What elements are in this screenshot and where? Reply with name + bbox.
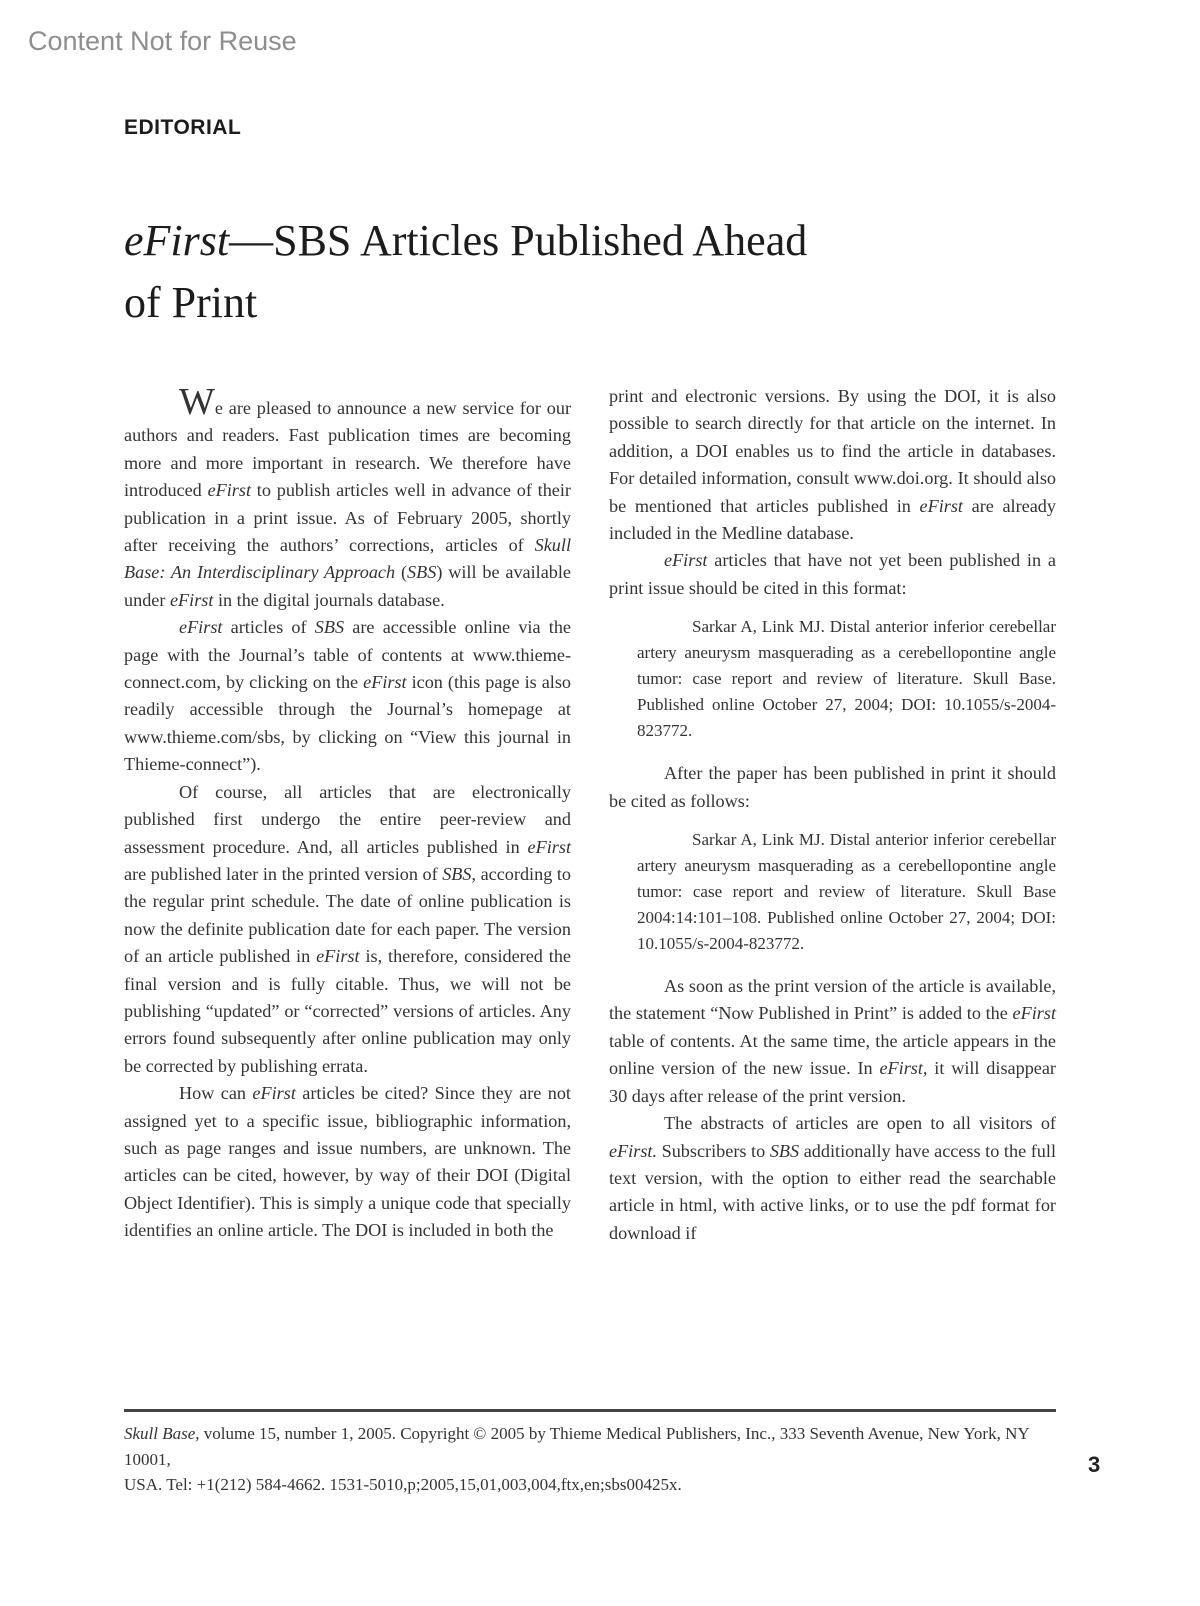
text-run: The abstracts of articles are open to all visitors of [664,1113,1056,1134]
text-run: After the paper has been published in print it should be cited as follows: [609,763,1056,811]
text-run: print and electronic versions. By using the DOI, it is also possible to search directly for that article on the internet. In addition, a DOI enables us to find the article in databases. For detailed information, consult www.doi.org. It should also be mentioned that articles published in [609,386,1056,516]
text-run: articles be cited? Since they are not assigned yet to a specific issue, bibliographic information, such as page ranges and issue numbers, are unknown. The articles can be cited, however, by way of their DOI (Digital Object Identifier). This is simply a unique code that specially identifies an online article. The DOI is included in both the [124,1083,571,1241]
text-run: are published later in the printed version of [124,863,443,884]
italic-text: SBS [769,1140,800,1161]
left-column [124,383,571,1247]
body-paragraph [609,760,1056,815]
text-run: , volume 15, number 1, 2005. Copyright © 2005 by Thieme Medical Publishers, Inc., 333 Seventh Avenue, New York, NY 10001, [124,1424,1030,1469]
text-run: Of course, all articles that are electronically published first undergo the entire peer-review and assessment procedure. And, all articles published in [124,781,571,857]
body-paragraph [124,383,571,614]
page-number: 3 [1088,1452,1101,1477]
text-run: icon (this page is also readily accessible through the Journal’s homepage at www.thieme.com/sbs, by clicking on “View this journal in Thieme-connect”). [124,672,571,775]
text-run: ) will be available under [124,562,572,610]
italic-text: eFirst [316,946,360,967]
body-paragraph [609,547,1056,602]
body-paragraph [124,779,571,1080]
text-run: Sarkar A, Link MJ. Distal anterior inferior cerebellar artery aneurysm masquerading as a cerebellopontine angle tumor: case report and review of literature. Skull Base. Published online October 27, 2004; DOI: 10.1055/s-2004-823772. [637,617,1056,741]
text-run: Sarkar A, Link MJ. Distal anterior inferior cerebellar artery aneurysm masquerading as a cerebellopontine angle tumor: case report and review of literature. Skull Base 2004:14:101–108. Published online October 27, 2004; DOI: 10.1055/s-2004-823772. [637,830,1056,954]
text-run: Subscribers to [657,1140,770,1161]
citation-block [637,827,1056,957]
italic-text: eFirst [363,672,407,693]
italic-text: eFirst, [879,1058,928,1079]
italic-text: eFirst [919,495,963,516]
text-run: , according to the regular print schedule. The date of online publication is now the definite publication date for each paper. The version of an article published in [124,863,571,967]
text-run: articles of [222,617,315,638]
text-run: of Print [124,278,258,327]
italic-text: eFirst. [609,1140,657,1161]
text-run: articles that have not yet been published in a print issue should be cited in this format: [609,550,1056,598]
italic-text: eFirst [664,550,708,571]
italic-text: eFirst [207,480,252,501]
article-body [124,383,1056,1247]
text-run: are already included in the Medline database. [609,495,1056,544]
footer-rule [124,1409,1056,1412]
italic-text: SBS [442,863,472,884]
italic-text: Skull Base [124,1424,196,1443]
text-run: in the digital journals database. [213,589,445,610]
italic-text: eFirst [179,617,223,638]
body-paragraph [609,383,1056,547]
italic-text: eFirst [169,589,214,610]
article-title [124,210,1064,334]
body-paragraph [609,1110,1056,1247]
text-run: —SBS Articles Published Ahead [229,216,808,265]
text-run: table of contents. At the same time, the article appears in the online version of the new issue. In [609,1030,1056,1079]
italic-text: Skull Base: An Interdisciplinary Approach [124,535,571,583]
italic-text: eFirst [527,836,571,857]
footer-imprint [124,1421,1056,1498]
body-paragraph [124,1080,571,1244]
italic-text: eFirst [252,1083,296,1104]
citation-block [637,614,1056,744]
section-kicker: EDITORIAL [124,116,242,139]
italic-text: eFirst [124,216,230,265]
watermark-text: Content Not for Reuse [28,26,297,56]
text-run: e are pleased to announce a new service for our authors and readers. Fast publication times are becoming more and more important in research. We therefore have introduced [124,398,571,501]
text-run: How can [179,1083,253,1104]
body-paragraph [609,973,1056,1110]
italic-text: eFirst [1012,1003,1056,1024]
text-run: it will disappear 30 days after release of the print version. [609,1058,1056,1106]
text-run: As soon as the print version of the article is available, the statement “Now Published in Print” is added to the [609,976,1056,1024]
text-run: additionally have access to the full text version, with the option to either read the searchable article in html, with active links, or to use the pdf format for download if [609,1140,1056,1243]
italic-text: SBS [314,617,345,638]
body-paragraph [124,614,571,778]
text-run: to publish articles well in advance of their publication in a print issue. As of February 2005, shortly after receiving the authors’ corrections, articles of [124,480,571,556]
text-run: is, therefore, considered the final version and is fully citable. Thus, we will not be publishing “updated” or “corrected” versions of articles. Any errors found subsequently after online publication may only be corrected by publishing errata. [124,946,571,1076]
text-run: USA. Tel: +1(212) 584-4662. 1531-5010,p;2005,15,01,003,004,ftx,en;sbs00425x. [124,1475,682,1494]
text-run: are accessible online via the page with the Journal’s table of contents at www.thieme-connect.com, by clicking on the [124,617,571,693]
right-column [609,383,1056,1247]
italic-text: SBS [407,562,437,583]
text-run: ( [395,562,408,583]
raised-cap: W [179,381,215,423]
